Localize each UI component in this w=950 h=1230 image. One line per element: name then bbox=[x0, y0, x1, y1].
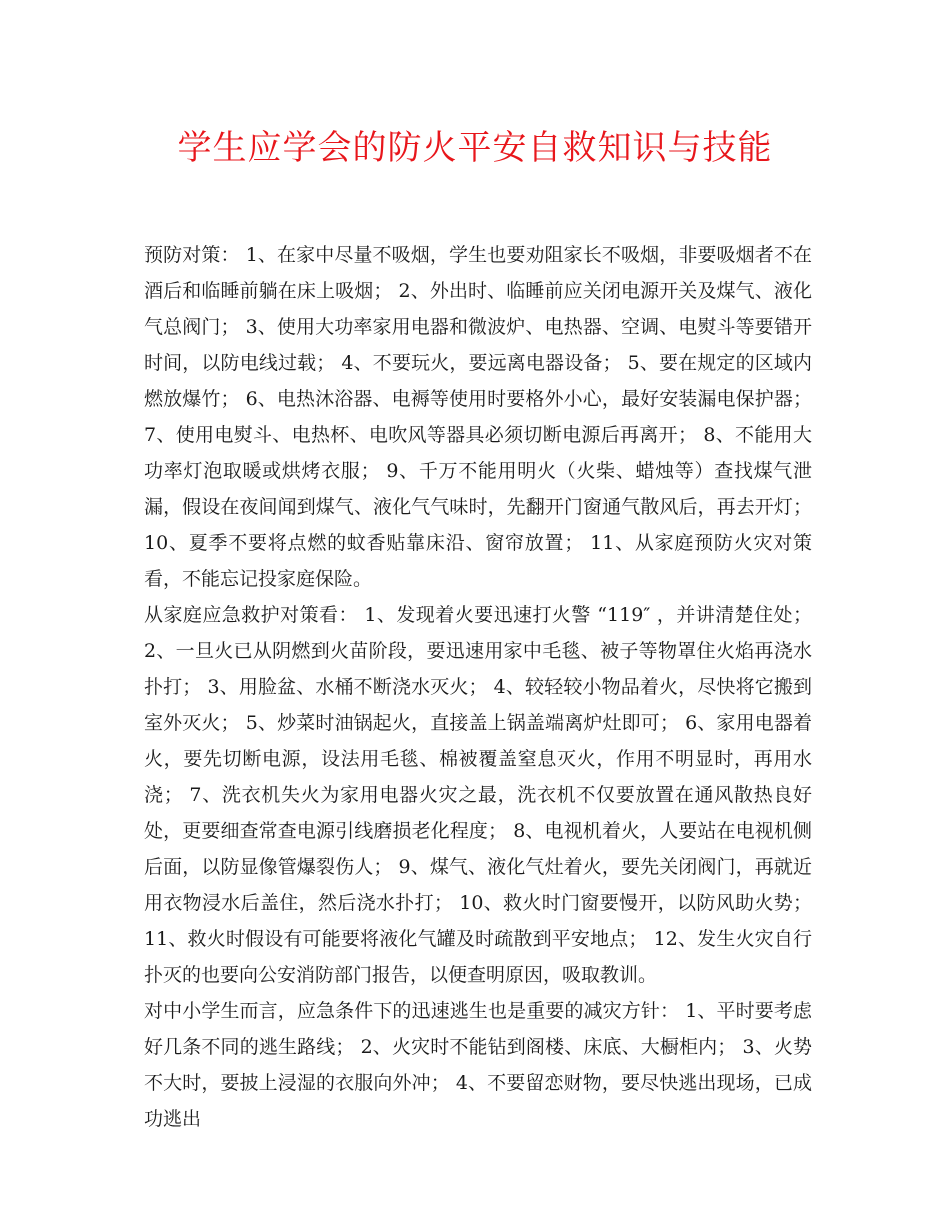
paragraph-emergency-response: 从家庭应急救护对策看： 1、发现着火要迅速打火警 “119″ ，并讲清楚住处； 2、一旦火已从阴燃到火苗阶段，要迅速用家中毛毯、被子等物罩住火焰再浇水扑打； 3、用脸盆、水桶不断浇水灭火； 4、较轻较小物品着火，尽快将它搬到室外灭火； 5、炒菜时油锅起火，直接盖上锅盖端离炉灶即可； 6、家用电器着火，要先切断电源，设法用毛毯、棉被覆盖窒息灭火，作用不明显时，再用水浇； 7、洗衣机失火为家用电器火灾之最，洗衣机不仅要放置在通风散热良好处，更要细查常查电源引线磨损老化程度； 8、电视机着火，人要站在电视机侧后面，以防显像管爆裂伤人； 9、煤气、液化气灶着火，要先关闭阀门，再就近用衣物浸水后盖住，然后浇水扑打； 10、救火时门窗要慢开，以防风助火势； 11、救火时假设有可能要将液化气罐及时疏散到平安地点； 12、发生火灾自行扑灭的也要向公安消防部门报告，以便查明原因，吸取教训。 bbox=[144, 604, 812, 986]
paragraph-escape: 对中小学生而言，应急条件下的迅速逃生也是重要的减灾方针： 1、平时要考虑好几条不同的逃生路线； 2、火灾时不能钻到阁楼、床底、大橱柜内； 3、火势不大时，要披上浸湿的衣服向外冲； 4、不要留恋财物，要尽快逃出现场，已成功逃出 bbox=[144, 1000, 812, 1130]
paragraph-prevention: 预防对策： 1、在家中尽量不吸烟，学生也要劝阻家长不吸烟，非要吸烟者不在酒后和临睡前躺在床上吸烟； 2、外出时、临睡前应关闭电源开关及煤气、液化气总阀门； 3、使用大功率家用电器和微波炉、电热器、空调、电熨斗等要错开时间，以防电线过载； 4、不要玩火，要远离电器设备； 5、要在规定的区域内燃放爆竹； 6、电热沐浴器、电褥等使用时要格外小心，最好安装漏电保护器； 7、使用电熨斗、电热杯、电吹风等器具必须切断电源后再离开； 8、不能用大功率灯泡取暖或烘烤衣服； 9、千万不能用明火（火柴、蜡烛等）查找煤气泄漏，假设在夜间闻到煤气、液化气气味时，先翻开门窗通气散风后，再去开灯； 10、夏季不要将点燃的蚊香贴靠床沿、窗帘放置； 11、从家庭预防火灾对策看，不能忘记投家庭保险。 bbox=[144, 244, 812, 590]
document-body bbox=[144, 237, 812, 1137]
document-title: 学生应学会的防火平安自救知识与技能 bbox=[177, 128, 773, 168]
